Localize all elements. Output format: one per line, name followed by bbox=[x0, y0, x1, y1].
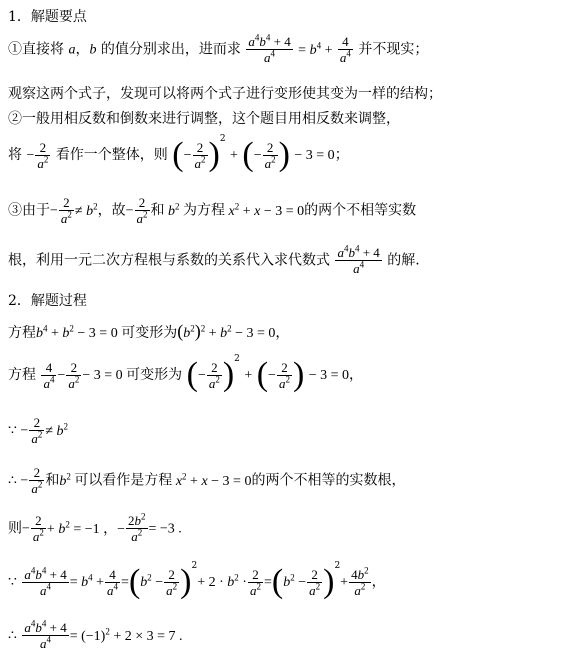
text-4a: 将 bbox=[8, 147, 22, 163]
section-1-title: 1．解题要点 bbox=[8, 9, 87, 25]
process-line-4: ∴ − $\frac{2}{a^2}$ 和$b^2$ 可以看作是方程 $x^2 + x - 3 = 0$的两个不相等的实数根， bbox=[8, 465, 406, 496]
text-5a: ③由于 bbox=[8, 202, 50, 219]
text-p5a: 则 bbox=[8, 520, 22, 537]
text-1c: 并不现实； bbox=[358, 41, 429, 58]
text-1b: 的值分别求出，进而求 bbox=[100, 41, 241, 58]
section-2-title: 2．解题过程 bbox=[8, 293, 87, 309]
text-p2b: 可变形为 bbox=[126, 367, 183, 383]
text-5b: ，故 bbox=[97, 202, 126, 219]
text-1a: ①直接将 bbox=[8, 41, 64, 58]
fraction: $\frac{4}{a^4}$ bbox=[339, 34, 351, 65]
process-line-3: ∵ − $\frac{2}{a^2}$ ≠ $b^2$ bbox=[8, 415, 68, 446]
text-p4a: 和 bbox=[45, 472, 60, 489]
text-p1a: 方程 bbox=[8, 325, 36, 341]
line-6: 根，利用一元二次方程根与系数的关系代入求代数式 $\frac{a^4b^4 + 4}{a^4}$ 的解. bbox=[8, 243, 420, 276]
process-line-1: 方程$b^4 + b^2 - 3 = 0$ 可变形为$(b^2)^2 + b^2 - 3 = 0$， bbox=[8, 321, 290, 341]
text-p2a: 方程 bbox=[8, 367, 36, 383]
process-line-6: ∵ $\frac{a^4b^4 + 4}{a^4}$ = $b^4$ + $\frac{4}{a^4}$ $=(b^2$ − $\frac{2}{a^2}$ )$^2+ 2 \cdot b^2$ · $\frac{2}{a^2}$ $=(b^2$ − $\frac{2}{a^2}$ )$^2$+ $\frac{4b^2}{a^2}$ ， bbox=[8, 561, 386, 600]
fraction: $\frac{a^4b^4 + 4}{a^4}$ bbox=[248, 32, 291, 65]
text-p4b: 可以看作是方程 bbox=[74, 472, 173, 489]
line-1: ①直接将 a，b 的值分别求出，进而求 $\frac{a^4b^4 + 4}{a^4}$ = $b^4$ + $\frac{4}{a^4}$ 并不现实； bbox=[8, 32, 429, 65]
text-5c: 和 bbox=[150, 202, 165, 219]
text-6b: 的解. bbox=[387, 252, 420, 269]
process-line-7: ∴ $\frac{a^4b^4 + 4}{a^4}$ = $(-1)^2 + 2 \times 3 = 7$ . bbox=[8, 618, 183, 651]
text-5d: 为方程 bbox=[183, 202, 225, 219]
process-line-2: 方程 $\frac{4}{a^4}$ − $\frac{2}{a^2}$ − 3 = 0 可变形为 (− $\frac{2}{a^2}$ )$^2$ + (− $\frac{2}{a^2}$ ) − 3 = 0， bbox=[8, 354, 364, 393]
line-4: 将 − $\frac{2}{a^2}$ 看作一个整体，则 (− $\frac{2}{a^2}$ )$^2$ + (− $\frac{2}{a^2}$ ) − 3 = 0； bbox=[8, 134, 349, 173]
line-2: 观察这两个式子，发现可以将两个式子进行变形使其变为一样的结构； bbox=[8, 86, 442, 102]
text-4b: 看作一个整体，则 bbox=[55, 147, 168, 163]
process-line-5: 则− $\frac{2}{a^2}$ + $b^2 = -1$ ，− $\frac{2b^2}{a^2}$ = −3 . bbox=[8, 511, 182, 544]
line-3: ②一般用相反数和倒数来进行调整，这个题目用相反数来调整， bbox=[8, 111, 400, 127]
line-5: ③由于− $\frac{2}{a^2}$ ≠ $b^2$，故− $\frac{2}{a^2}$ 和 $b^2$ 为方程 $x^2 + x - 3 = 0$的两个不相等实数 bbox=[8, 195, 417, 226]
text-5e: 的两个不相等实数 bbox=[304, 202, 417, 219]
text-p4c: 的两个不相等的实数根， bbox=[251, 472, 406, 489]
text-6a: 根，利用一元二次方程根与系数的关系代入求代数式 bbox=[8, 252, 330, 269]
text-p1b: 可变形为 bbox=[121, 325, 178, 341]
